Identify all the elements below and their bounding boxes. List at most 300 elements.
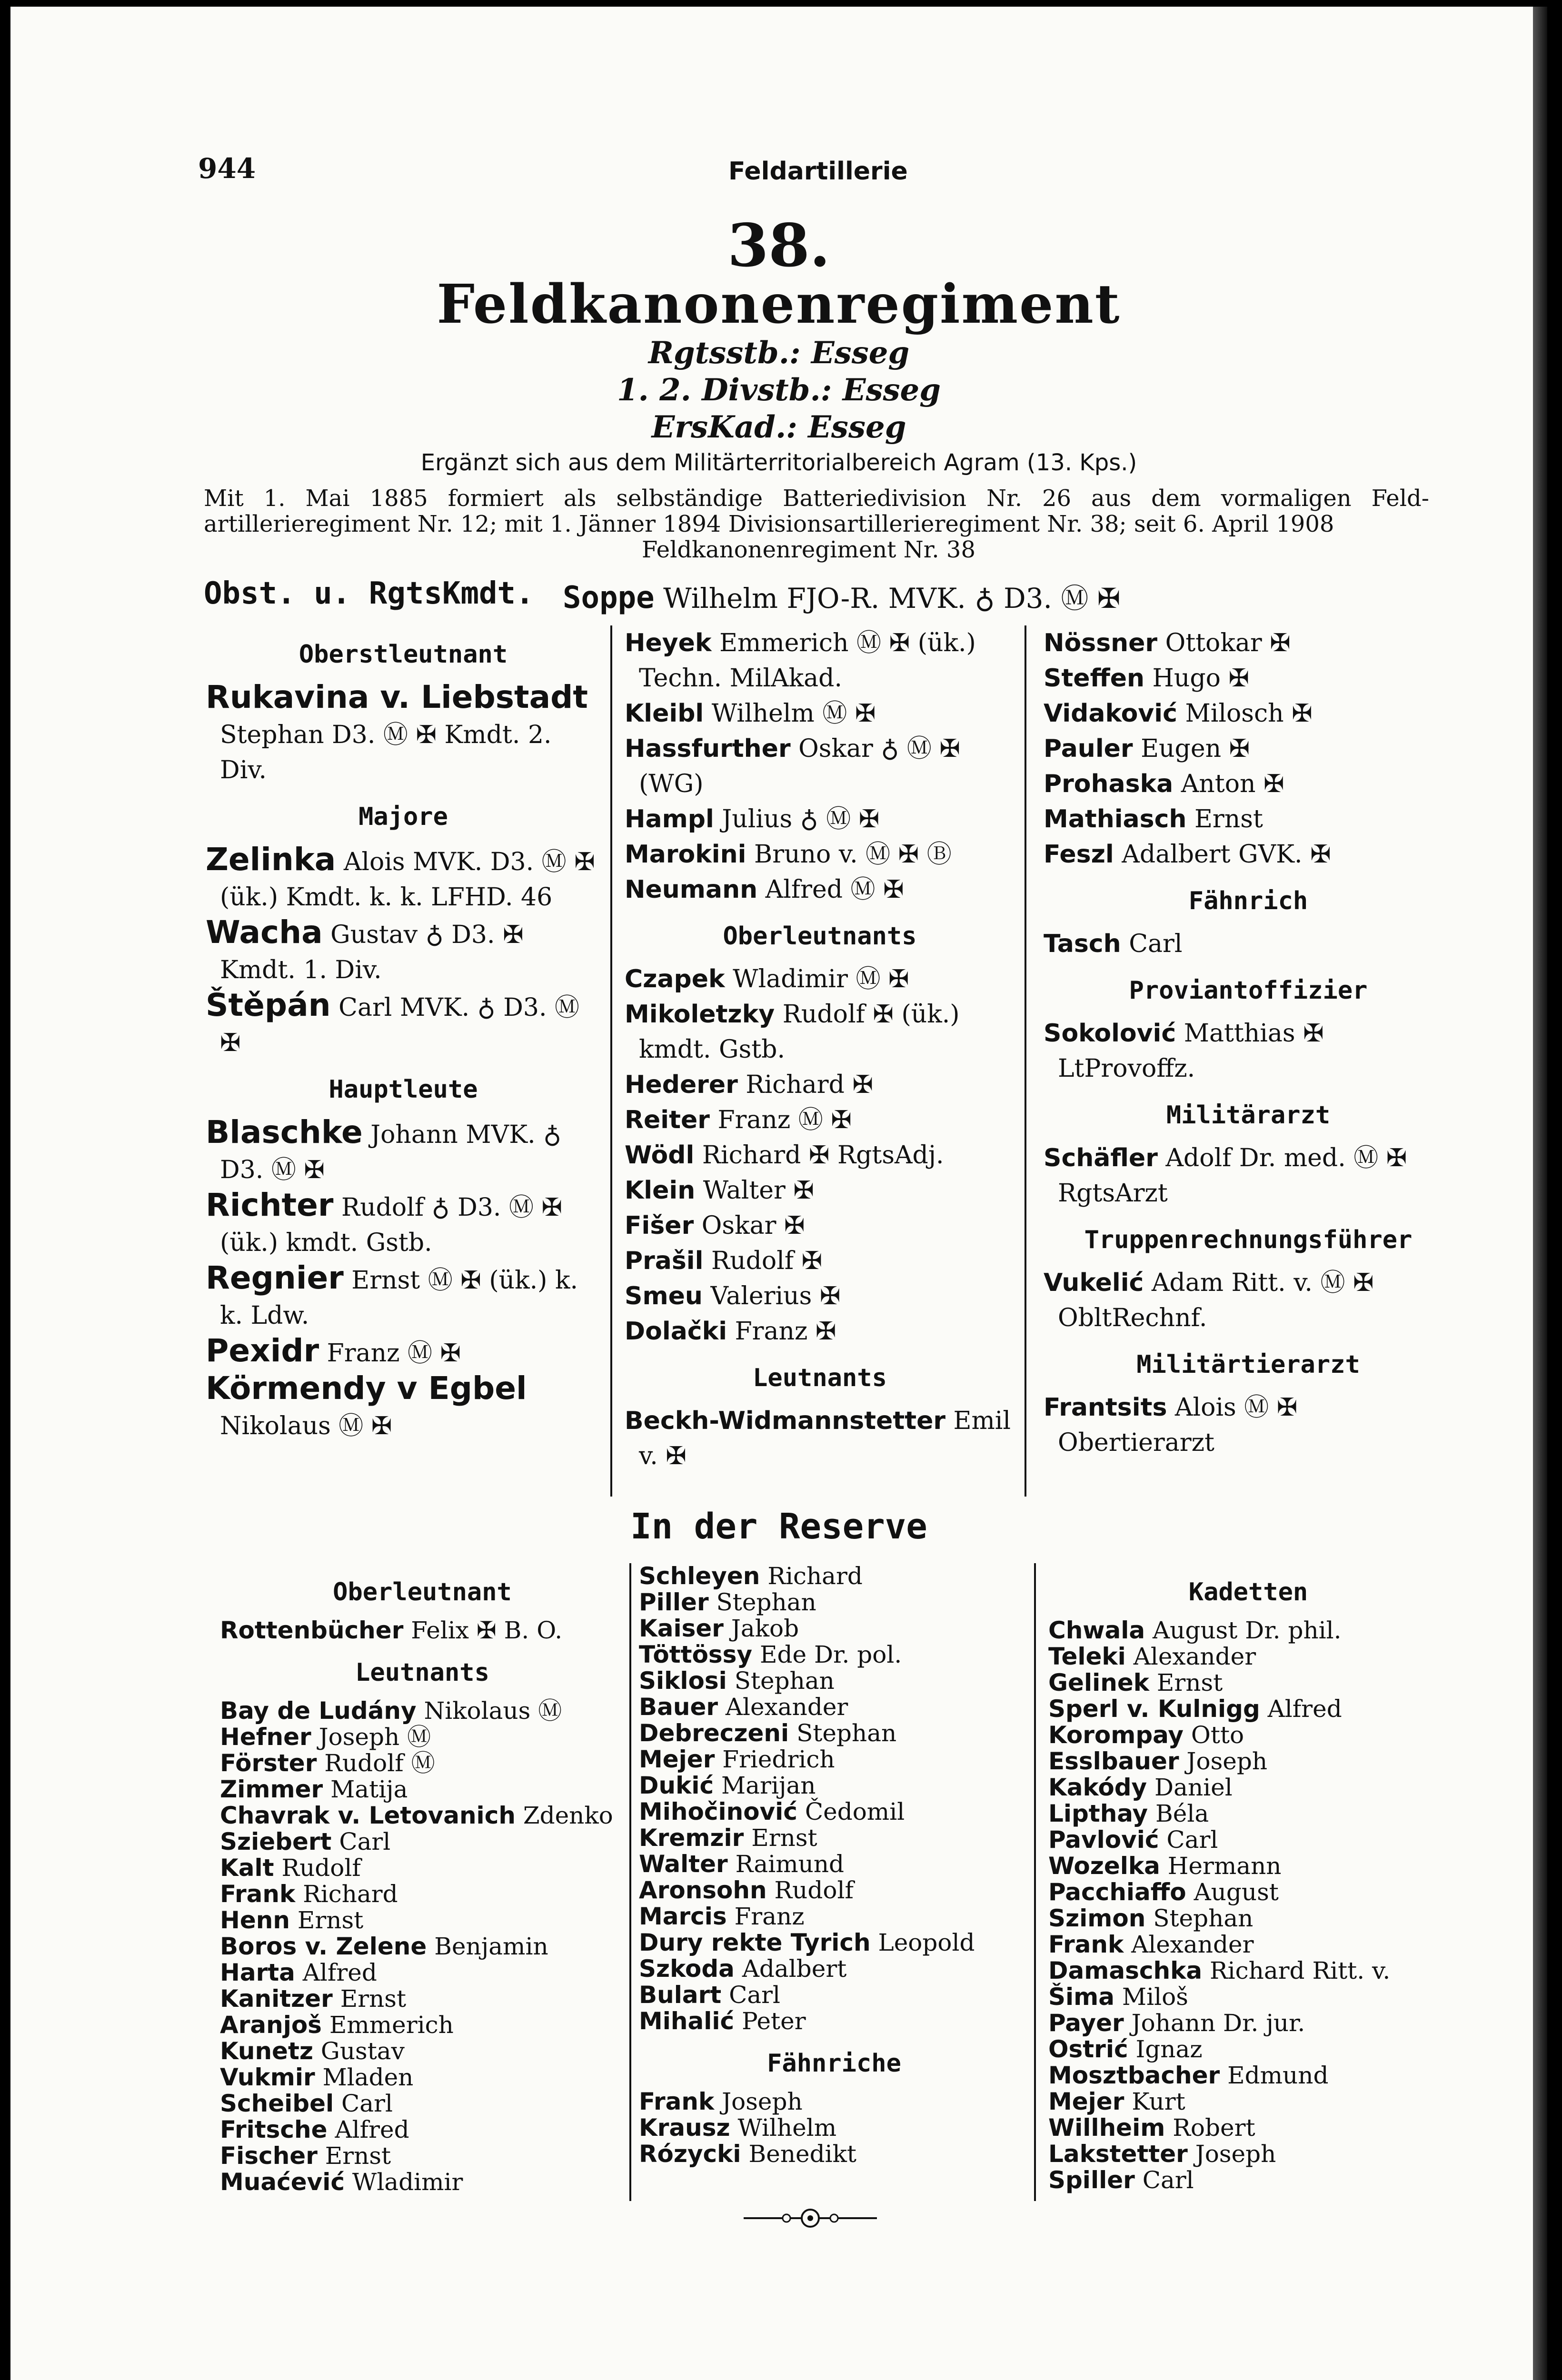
officer-details: Alexander bbox=[1131, 1931, 1254, 1958]
officer-entry bbox=[220, 1907, 625, 1934]
officer-details: Oskar ✠ bbox=[701, 1211, 805, 1240]
officer-entry bbox=[639, 1616, 1029, 1642]
officer-details: Joseph bbox=[1195, 2140, 1276, 2168]
officer-surname: Frank bbox=[220, 1880, 296, 1908]
officer-entry bbox=[639, 2141, 1029, 2167]
officer-entry bbox=[220, 1776, 625, 1803]
officer-details: Gustav ♁ D3. ✠ Kmdt. 1. Div. bbox=[220, 921, 524, 984]
officer-entry bbox=[220, 1960, 625, 1986]
officer-surname: Dolački bbox=[625, 1317, 727, 1346]
officer-details: Kurt bbox=[1132, 2088, 1185, 2115]
officer-surname: Pauler bbox=[1044, 734, 1133, 763]
officer-entry bbox=[1048, 1827, 1448, 1853]
officer-details: Alois Ⓜ ✠ Obertierarzt bbox=[1058, 1393, 1298, 1457]
officer-details: Emil v. ✠ bbox=[639, 1407, 1011, 1470]
officer-surname: Lakstetter bbox=[1048, 2140, 1188, 2168]
officer-surname: Körmendy v Egbel bbox=[206, 1370, 527, 1407]
officer-surname: Chwala bbox=[1048, 1616, 1145, 1644]
officer-entry bbox=[639, 1956, 1029, 1982]
officer-surname: Zelinka bbox=[206, 841, 336, 878]
officer-surname: Teleki bbox=[1048, 1643, 1126, 1670]
officer-entry bbox=[625, 1102, 1015, 1138]
officer-entry bbox=[206, 1260, 601, 1333]
officer-entry bbox=[1048, 2141, 1448, 2167]
section-heading: Proviantoffizier bbox=[1129, 976, 1368, 1005]
officer-entry bbox=[625, 1314, 1015, 1349]
officer-entry bbox=[639, 1877, 1029, 1904]
officer-entry bbox=[639, 2115, 1029, 2141]
officer-entry bbox=[639, 1746, 1029, 1773]
officer-entry bbox=[639, 2008, 1029, 2034]
officer-details: Franz Ⓜ ✠ bbox=[327, 1339, 461, 1368]
officer-details: Richard Ritt. v. bbox=[1209, 1957, 1391, 1984]
officer-surname: Richter bbox=[206, 1187, 334, 1223]
officer-entry bbox=[220, 1855, 625, 1881]
officer-surname: Pexidr bbox=[206, 1332, 319, 1369]
section-heading: Truppenrechnungsführer bbox=[1084, 1226, 1413, 1254]
officer-entry bbox=[1048, 1801, 1448, 1827]
commander-surname: Soppe bbox=[563, 580, 655, 615]
officer-surname: Kremzir bbox=[639, 1824, 744, 1852]
officer-entry bbox=[1044, 1016, 1453, 1086]
officer-entry bbox=[220, 1934, 625, 1960]
officer-surname: Schäfler bbox=[1044, 1144, 1158, 1172]
officer-entry bbox=[220, 2091, 625, 2117]
officer-entry bbox=[220, 2012, 625, 2038]
officer-surname: Boros v. Zelene bbox=[220, 1933, 427, 1960]
officer-details: Adolf Dr. med. Ⓜ ✠ RgtsArzt bbox=[1058, 1144, 1407, 1208]
section-heading: Oberstleutnant bbox=[298, 640, 508, 669]
officer-details: Ernst bbox=[297, 1906, 364, 1934]
section-heading: Militärarzt bbox=[1166, 1101, 1331, 1130]
officer-details: Carl bbox=[729, 1981, 781, 2009]
section-heading: Kadetten bbox=[1188, 1578, 1308, 1606]
officer-entry bbox=[625, 837, 1015, 872]
officer-surname: Korompay bbox=[1048, 1721, 1184, 1749]
section-heading: Leutnants bbox=[753, 1364, 887, 1392]
officer-surname: Frank bbox=[639, 2088, 715, 2115]
officer-entry bbox=[1048, 2010, 1448, 2036]
officer-surname: Šima bbox=[1048, 1983, 1114, 2011]
officer-entry bbox=[1048, 2036, 1448, 2063]
officer-surname: Henn bbox=[220, 1906, 290, 1934]
officer-details: Adam Ritt. v. Ⓜ ✠ ObltRechnf. bbox=[1058, 1269, 1374, 1332]
officer-entry bbox=[1048, 1617, 1448, 1644]
officer-entry bbox=[220, 1986, 625, 2012]
officer-entry bbox=[625, 1173, 1015, 1208]
column-divider bbox=[629, 1563, 631, 2201]
officer-details: Joseph bbox=[722, 2088, 803, 2115]
officer-surname: Piller bbox=[639, 1588, 709, 1616]
officer-entry bbox=[220, 1617, 625, 1644]
officer-entry bbox=[639, 1773, 1029, 1799]
officer-entry bbox=[639, 1904, 1029, 1930]
officer-details: Wilhelm Ⓜ ✠ bbox=[711, 699, 876, 728]
officer-details: Rudolf ✠ (ük.) kmdt. Gstb. bbox=[639, 1000, 960, 1064]
reserve-heading: In der Reserve bbox=[630, 1506, 927, 1547]
reserve-column-2 bbox=[639, 1563, 1029, 2167]
officer-entry bbox=[206, 842, 601, 915]
officer-details: Hugo ✠ bbox=[1152, 664, 1250, 693]
officer-surname: Fritsche bbox=[220, 2116, 328, 2143]
officer-details: Joseph bbox=[1186, 1747, 1268, 1775]
officer-details: Alfred bbox=[335, 2116, 409, 2143]
officer-details: Rudolf ✠ bbox=[711, 1247, 823, 1275]
officer-surname: Wozelka bbox=[1048, 1852, 1160, 1880]
officer-details: Wilhelm bbox=[737, 2114, 837, 2142]
officer-surname: Mejer bbox=[1048, 2088, 1124, 2115]
officer-entry bbox=[639, 1799, 1029, 1825]
officer-entry bbox=[625, 1138, 1015, 1173]
officer-details: Johann Dr. jur. bbox=[1131, 2009, 1305, 2037]
officer-entry bbox=[1048, 2115, 1448, 2141]
officer-entry bbox=[1048, 1932, 1448, 1958]
officer-entry bbox=[639, 1589, 1029, 1616]
officer-surname: Fišer bbox=[625, 1211, 694, 1240]
officer-surname: Töttössy bbox=[639, 1641, 753, 1668]
officer-surname: Blaschke bbox=[206, 1114, 363, 1150]
history-line: artillerieregiment Nr. 12; mit 1. Jänner 1894 Divisionsartillerieregiment Nr. 38; seit 6. April 1908 bbox=[204, 511, 1334, 537]
officer-surname: Spiller bbox=[1048, 2166, 1135, 2194]
officer-entry bbox=[1048, 1905, 1448, 1932]
officer-surname: Mihalić bbox=[639, 2007, 735, 2035]
officer-details: Miloš bbox=[1122, 1983, 1188, 2011]
officer-surname: Reiter bbox=[625, 1106, 710, 1134]
officer-entry bbox=[1048, 1722, 1448, 1748]
officer-details: Stephan D3. Ⓜ ✠ Kmdt. 2. Div. bbox=[220, 721, 552, 784]
officer-entry bbox=[625, 625, 1015, 696]
column-divider bbox=[1025, 625, 1026, 1497]
officer-details: Adalbert GVK. ✠ bbox=[1122, 840, 1331, 869]
officer-details: Carl bbox=[341, 2090, 393, 2117]
column-divider bbox=[1034, 1563, 1036, 2201]
officer-details: Nikolaus Ⓜ ✠ bbox=[220, 1412, 392, 1440]
officer-surname: Krausz bbox=[639, 2114, 730, 2142]
officer-entry bbox=[1048, 1696, 1448, 1722]
officer-surname: Kanitzer bbox=[220, 1985, 333, 2013]
officer-details: Ernst Ⓜ ✠ (ük.) k. k. Ldw. bbox=[220, 1266, 578, 1330]
history-paragraph bbox=[204, 486, 1429, 563]
officer-surname: Szimon bbox=[1048, 1904, 1146, 1932]
officer-surname: Beckh-Widmannstetter bbox=[625, 1407, 945, 1435]
end-ornament-icon bbox=[744, 2204, 877, 2232]
officer-entry bbox=[220, 1698, 625, 1724]
page-number: 944 bbox=[198, 152, 256, 185]
officer-surname: Feszl bbox=[1044, 840, 1114, 869]
officer-surname: Mikoletzky bbox=[625, 1000, 775, 1029]
officer-details: Carl bbox=[339, 1828, 391, 1855]
officer-surname: Regnier bbox=[206, 1259, 344, 1296]
officer-details: Matthias ✠ LtProvoffz. bbox=[1058, 1019, 1324, 1083]
officer-entry bbox=[1044, 661, 1453, 696]
officer-surname: Sperl v. Kulnigg bbox=[1048, 1695, 1260, 1723]
officer-entry bbox=[206, 1115, 601, 1188]
officer-entry bbox=[220, 1724, 625, 1750]
officer-details: Peter bbox=[742, 2007, 806, 2035]
officer-details: Julius ♁ Ⓜ ✠ bbox=[722, 805, 880, 833]
officer-entry bbox=[220, 1829, 625, 1855]
officer-details: Eugen ✠ bbox=[1141, 734, 1250, 763]
officer-entry bbox=[639, 1563, 1029, 1589]
recruitment-note: Ergänzt sich aus dem Militärterritorialbereich Agram (13. Kps.) bbox=[420, 449, 1137, 476]
section-heading: Oberleutnants bbox=[723, 922, 917, 951]
officer-surname: Bauer bbox=[639, 1693, 718, 1721]
officer-details: Zdenko bbox=[523, 1802, 613, 1829]
officer-entry bbox=[1048, 1748, 1448, 1775]
officer-details: Ernst bbox=[1156, 1669, 1223, 1696]
reserve-column-3 bbox=[1048, 1563, 1448, 2193]
officer-details: Stephan bbox=[796, 1719, 897, 1747]
commander-title: Obst. u. RgtsKmdt. bbox=[204, 576, 534, 611]
officer-entry bbox=[1048, 1958, 1448, 1984]
officer-details: Bruno v. Ⓜ ✠ Ⓑ bbox=[754, 840, 952, 869]
officer-details: Robert bbox=[1173, 2114, 1255, 2142]
officer-surname: Kleibl bbox=[625, 699, 704, 728]
officer-details: Ignaz bbox=[1135, 2035, 1203, 2063]
officer-surname: Vukelić bbox=[1044, 1269, 1144, 1297]
officer-entry bbox=[1048, 2063, 1448, 2089]
officer-surname: Mihočinović bbox=[639, 1798, 797, 1825]
officer-entry bbox=[1048, 1879, 1448, 1905]
officer-entry bbox=[625, 1208, 1015, 1243]
officer-surname: Marokini bbox=[625, 840, 746, 869]
officer-details: Stephan bbox=[734, 1667, 835, 1695]
officer-surname: Damaschka bbox=[1048, 1957, 1203, 1984]
officer-entry bbox=[1044, 731, 1453, 766]
section-heading: Oberleutnant bbox=[333, 1578, 512, 1606]
officer-surname: Frantsits bbox=[1044, 1393, 1167, 1422]
officer-details: Richard bbox=[303, 1880, 398, 1908]
officer-details: Ernst bbox=[1194, 805, 1263, 833]
officer-surname: Smeu bbox=[625, 1282, 703, 1310]
officer-surname: Ostrić bbox=[1048, 2035, 1128, 2063]
officer-entry bbox=[625, 872, 1015, 907]
officer-surname: Tasch bbox=[1044, 930, 1121, 958]
section-heading: Leutnants bbox=[355, 1658, 489, 1687]
officer-surname: Walter bbox=[639, 1850, 728, 1878]
officer-details: Čedomil bbox=[805, 1798, 905, 1825]
officer-entry bbox=[625, 997, 1015, 1067]
officer-surname: Heyek bbox=[625, 629, 712, 657]
section-heading: Majore bbox=[358, 803, 448, 831]
officer-details: Alexander bbox=[725, 1693, 848, 1721]
officer-surname: Mathiasch bbox=[1044, 805, 1187, 833]
officer-details: Marijan bbox=[721, 1772, 816, 1799]
officer-entry bbox=[1044, 625, 1453, 661]
officer-entry bbox=[1048, 1984, 1448, 2010]
officer-surname: Dukić bbox=[639, 1772, 714, 1799]
officer-details: Ernst bbox=[751, 1824, 817, 1852]
officer-surname: Vidaković bbox=[1044, 699, 1177, 728]
officer-entry bbox=[625, 1067, 1015, 1102]
officer-details: Alfred bbox=[1267, 1695, 1342, 1723]
officer-surname: Förster bbox=[220, 1749, 317, 1777]
officer-details: Rudolf ♁ D3. Ⓜ ✠ (ük.) kmdt. Gstb. bbox=[220, 1193, 563, 1257]
officer-entry bbox=[639, 1982, 1029, 2008]
officer-details: Stephan bbox=[716, 1588, 816, 1616]
commander-entry bbox=[563, 576, 1120, 616]
officer-surname: Gelinek bbox=[1048, 1669, 1149, 1696]
officer-details: Edmund bbox=[1227, 2062, 1329, 2089]
officer-column-2 bbox=[625, 625, 1015, 1474]
officer-details: Daniel bbox=[1154, 1774, 1233, 1801]
officer-entry bbox=[625, 1279, 1015, 1314]
officer-details: Rudolf bbox=[774, 1876, 854, 1904]
officer-details: Hermann bbox=[1167, 1852, 1282, 1880]
officer-surname: Mosztbacher bbox=[1048, 2062, 1220, 2089]
officer-details: Nikolaus Ⓜ bbox=[424, 1697, 562, 1725]
officer-surname: Zimmer bbox=[220, 1775, 323, 1803]
officer-entry bbox=[220, 2038, 625, 2064]
officer-surname: Dury rekte Tyrich bbox=[639, 1929, 871, 1956]
officer-entry bbox=[625, 962, 1015, 997]
officer-surname: Schleyen bbox=[639, 1562, 760, 1590]
officer-surname: Scheibel bbox=[220, 2090, 334, 2117]
officer-surname: Debreczeni bbox=[639, 1719, 789, 1747]
officer-details: August bbox=[1194, 1878, 1279, 1906]
officer-surname: Czapek bbox=[625, 965, 725, 993]
officer-details: Rudolf Ⓜ bbox=[324, 1749, 435, 1777]
officer-entry bbox=[639, 1825, 1029, 1851]
officer-details: Ernst bbox=[340, 1985, 407, 2013]
officer-entry bbox=[639, 1851, 1029, 1877]
officer-details: Carl bbox=[1129, 930, 1183, 958]
officer-surname: Wacha bbox=[206, 914, 323, 951]
officer-surname: Aronsohn bbox=[639, 1876, 767, 1904]
officer-entry bbox=[639, 1642, 1029, 1668]
officer-details: Gustav bbox=[320, 2037, 405, 2065]
officer-entry bbox=[1044, 766, 1453, 802]
officer-surname: Pacchiaffo bbox=[1048, 1878, 1186, 1906]
officer-details: Alois MVK. D3. Ⓜ ✠ (ük.) Kmdt. k. k. LFHD. 46 bbox=[220, 848, 595, 912]
officer-entry bbox=[1044, 696, 1453, 731]
officer-details: Carl bbox=[1166, 1826, 1218, 1854]
station-staff: Rgtsstb.: Esseg bbox=[648, 335, 910, 371]
officer-entry bbox=[1048, 1670, 1448, 1696]
officer-details: Ernst bbox=[325, 2142, 391, 2170]
officer-surname: Frank bbox=[1048, 1931, 1124, 1958]
officer-surname: Marcis bbox=[639, 1903, 727, 1930]
officer-details: Oskar ♁ Ⓜ ✠ (WG) bbox=[639, 734, 960, 798]
officer-entry bbox=[220, 1803, 625, 1829]
officer-column-1 bbox=[206, 625, 601, 1444]
officer-surname: Klein bbox=[625, 1176, 696, 1205]
officer-surname: Hederer bbox=[625, 1071, 738, 1099]
history-line: Mit 1. Mai 1885 formiert als selbständige Batteriedivision Nr. 26 aus dem vormaligen Feld- bbox=[204, 485, 1429, 512]
officer-details: Benjamin bbox=[434, 1933, 548, 1960]
officer-details: Rudolf bbox=[281, 1854, 361, 1882]
officer-details: Joseph Ⓜ bbox=[318, 1723, 431, 1751]
officer-details: Felix ✠ B. O. bbox=[411, 1616, 563, 1644]
officer-details: August Dr. phil. bbox=[1153, 1616, 1342, 1644]
officer-details: Richard ✠ RgtsAdj. bbox=[702, 1141, 944, 1170]
officer-details: Adalbert bbox=[742, 1955, 847, 1983]
officer-details: Franz Ⓜ ✠ bbox=[717, 1106, 852, 1134]
officer-entry bbox=[639, 2089, 1029, 2115]
officer-details: Emmerich bbox=[329, 2011, 454, 2039]
officer-details: Franz bbox=[734, 1903, 805, 1930]
officer-surname: Kakódy bbox=[1048, 1774, 1147, 1801]
officer-entry bbox=[206, 1188, 601, 1260]
officer-details: Wladimir bbox=[352, 2168, 463, 2196]
officer-surname: Štěpán bbox=[206, 987, 331, 1023]
officer-details: Otto bbox=[1191, 1721, 1244, 1749]
officer-details: Wladimir Ⓜ ✠ bbox=[733, 965, 909, 993]
officer-details: Walter ✠ bbox=[703, 1176, 814, 1205]
officer-details: Anton ✠ bbox=[1181, 770, 1284, 798]
officer-entry bbox=[639, 1694, 1029, 1720]
section-heading: Fähnrich bbox=[1188, 887, 1308, 915]
officer-entry bbox=[1048, 1853, 1448, 1879]
officer-surname: Sokolović bbox=[1044, 1019, 1176, 1048]
officer-details: Richard bbox=[767, 1562, 863, 1590]
section-heading: Fähnriche bbox=[767, 2049, 901, 2078]
officer-surname: Payer bbox=[1048, 2009, 1124, 2037]
officer-entry bbox=[639, 1930, 1029, 1956]
officer-surname: Rózycki bbox=[639, 2140, 741, 2168]
station-division: 1. 2. Divstb.: Esseg bbox=[617, 372, 941, 408]
officer-entry bbox=[206, 915, 601, 988]
officer-surname: Willheim bbox=[1048, 2114, 1165, 2142]
page bbox=[10, 7, 1547, 2380]
officer-entry bbox=[639, 1720, 1029, 1746]
regiment-title: Feldkanonenregiment bbox=[437, 273, 1121, 336]
officer-surname: Neumann bbox=[625, 875, 758, 904]
officer-entry bbox=[625, 802, 1015, 837]
section-heading: Militärtierarzt bbox=[1136, 1350, 1360, 1379]
officer-entry bbox=[1044, 926, 1453, 962]
officer-entry bbox=[220, 2117, 625, 2143]
officer-entry bbox=[206, 1333, 601, 1371]
officer-surname: Hefner bbox=[220, 1723, 311, 1751]
officer-entry bbox=[639, 1668, 1029, 1694]
officer-details: Carl bbox=[1142, 2166, 1194, 2194]
officer-surname: Chavrak v. Letovanich bbox=[220, 1802, 516, 1829]
officer-surname: Esslbauer bbox=[1048, 1747, 1179, 1775]
officer-surname: Sziebert bbox=[220, 1828, 332, 1855]
officer-details: Stephan bbox=[1153, 1904, 1254, 1932]
officer-surname: Bay de Ludány bbox=[220, 1697, 417, 1725]
officer-surname: Hampl bbox=[625, 805, 714, 833]
officer-details: Emmerich Ⓜ ✠ (ük.) Techn. MilAkad. bbox=[639, 629, 976, 693]
officer-entry bbox=[206, 680, 601, 788]
officer-entry bbox=[220, 2064, 625, 2091]
history-line: Feldkanonenregiment Nr. 38 bbox=[642, 536, 975, 563]
officer-entry bbox=[220, 2143, 625, 2169]
commander-details: Wilhelm FJO-R. MVK. ♁ D3. Ⓜ ✠ bbox=[663, 582, 1121, 615]
officer-entry bbox=[206, 988, 601, 1061]
officer-surname: Fischer bbox=[220, 2142, 318, 2170]
officer-surname: Siklosi bbox=[639, 1667, 727, 1695]
officer-entry bbox=[1044, 837, 1453, 872]
officer-details: Milosch ✠ bbox=[1185, 699, 1313, 728]
officer-details: Carl MVK. ♁ D3. Ⓜ ✠ bbox=[220, 993, 580, 1057]
officer-details: Friedrich bbox=[722, 1745, 835, 1773]
officer-details: Franz ✠ bbox=[735, 1317, 836, 1346]
officer-surname: Rukavina v. Liebstadt bbox=[206, 679, 588, 715]
officer-entry bbox=[220, 2169, 625, 2195]
officer-entry bbox=[1048, 2089, 1448, 2115]
running-head: Feldartillerie bbox=[728, 157, 908, 186]
officer-details: Ede Dr. pol. bbox=[759, 1641, 902, 1668]
officer-surname: Pavlović bbox=[1048, 1826, 1159, 1854]
officer-details: Alfred bbox=[302, 1959, 377, 1986]
officer-details: Raimund bbox=[735, 1850, 845, 1878]
section-heading: Hauptleute bbox=[328, 1075, 478, 1104]
officer-entry bbox=[625, 696, 1015, 731]
officer-surname: Wödl bbox=[625, 1141, 695, 1170]
officer-details: Richard ✠ bbox=[746, 1071, 874, 1099]
